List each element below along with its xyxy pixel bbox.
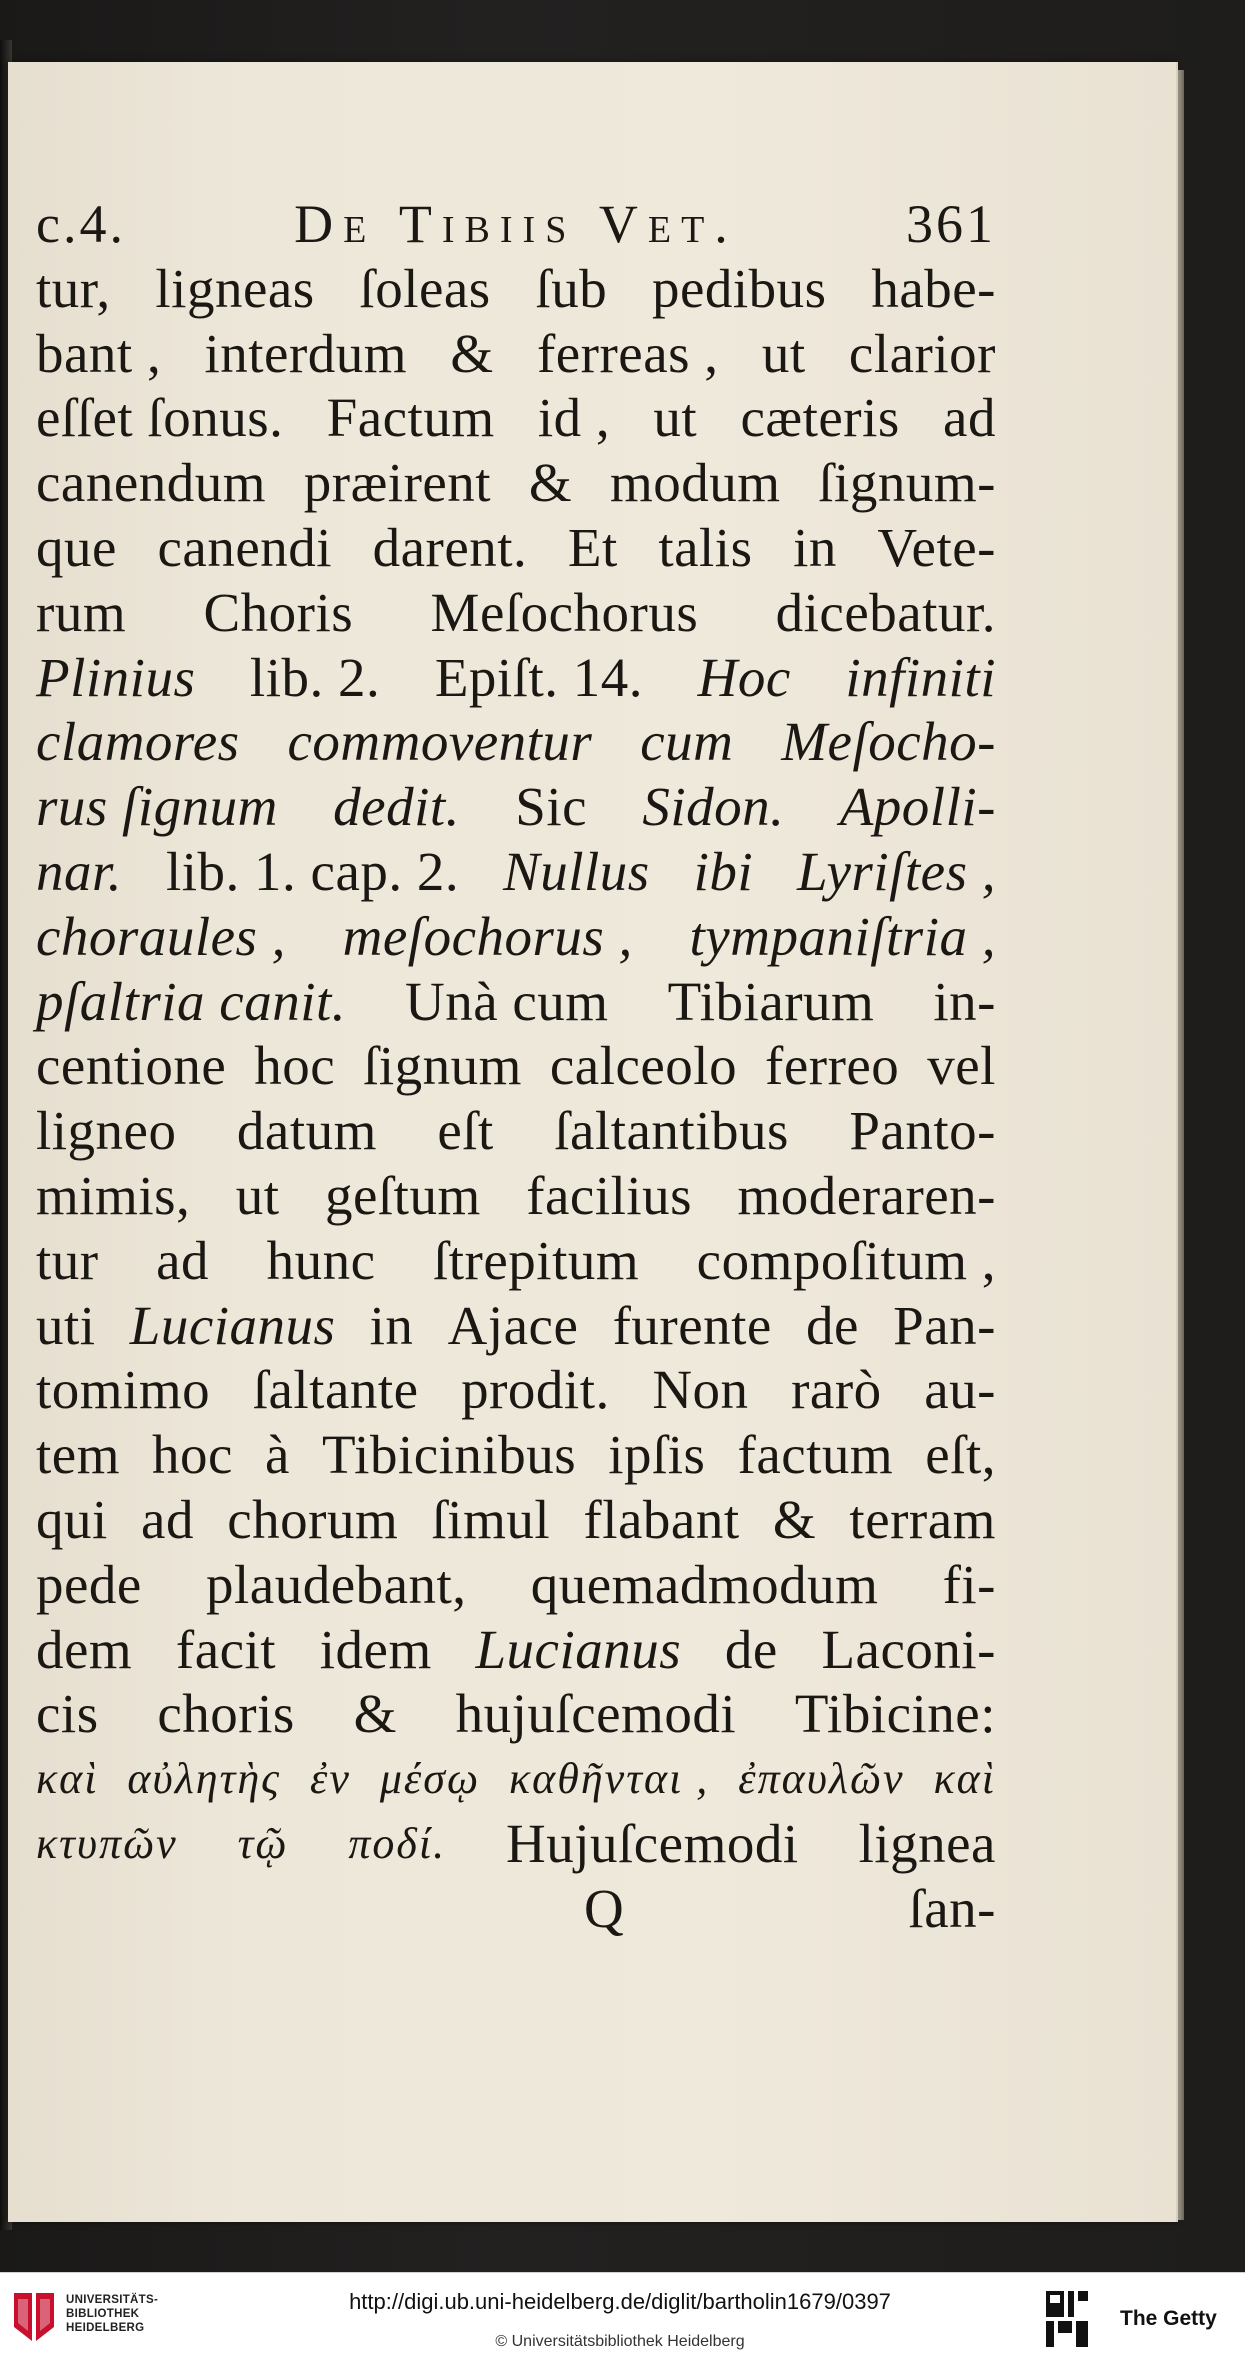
word: præirent <box>303 452 492 514</box>
word: hoc <box>152 1424 233 1486</box>
word: tympaniſtria , <box>689 905 996 967</box>
catchword-line <box>36 1877 996 1942</box>
getty-partner-name: The Getty <box>1120 2307 1217 2330</box>
word: modum <box>609 452 781 514</box>
word: Meſocho- <box>781 711 996 773</box>
word: au- <box>924 1359 996 1421</box>
word: tur, <box>36 257 111 319</box>
catchword: ſan- <box>908 1877 996 1939</box>
word: μέσῳ <box>379 1754 481 1804</box>
word: Ajace <box>447 1294 579 1356</box>
word: ἐπαυλῶν <box>738 1754 905 1804</box>
word: Non <box>652 1359 749 1421</box>
word: Panto- <box>849 1100 996 1162</box>
word: à <box>265 1424 290 1486</box>
word: ſtrepitum <box>433 1229 640 1291</box>
word: flabant <box>583 1488 740 1550</box>
word: mimis, <box>36 1164 191 1226</box>
copyright-notice: © Universitätsbibliothek Heidelberg <box>495 2333 745 2350</box>
word: canendum <box>36 452 267 514</box>
word: cis <box>36 1683 99 1745</box>
word: pede <box>36 1553 142 1615</box>
word: choris <box>157 1683 295 1745</box>
text-line <box>36 581 996 646</box>
word: uti <box>36 1294 96 1356</box>
text-line <box>36 710 996 775</box>
word: ut <box>653 387 698 449</box>
word: tomimo <box>36 1359 211 1421</box>
text-line <box>36 840 996 905</box>
word: terram <box>849 1488 996 1550</box>
text-line <box>36 1294 996 1359</box>
word: Epiſt. 14. <box>434 646 644 708</box>
word: ſignum <box>363 1035 522 1097</box>
permalink-url[interactable]: http://digi.ub.uni-heidelberg.de/diglit/bartholin1679/0397 <box>349 2289 891 2314</box>
word: Tibicinibus <box>322 1424 577 1486</box>
body-lines <box>36 257 996 1877</box>
word: ad <box>943 387 996 449</box>
word: id , <box>537 387 611 449</box>
text-line <box>36 322 996 387</box>
word: habe- <box>871 257 996 319</box>
word: καὶ <box>933 1754 996 1804</box>
word: καθῆνται , <box>509 1754 710 1804</box>
word: Meſochorus <box>430 581 699 643</box>
text-line <box>36 257 996 322</box>
word: lignea <box>858 1812 996 1874</box>
word: Et <box>567 516 618 578</box>
word: ſimul <box>431 1488 551 1550</box>
word: de <box>724 1618 778 1680</box>
word: vel <box>927 1035 996 1097</box>
word: Factum <box>326 387 495 449</box>
word: Choris <box>203 581 354 643</box>
word: ut <box>235 1164 280 1226</box>
word: datum <box>236 1100 377 1162</box>
word: idem <box>319 1618 432 1680</box>
word: hunc <box>266 1229 376 1291</box>
word: clamores <box>36 711 240 773</box>
word: ſaltante <box>252 1359 419 1421</box>
word: centione <box>36 1035 227 1097</box>
text-line <box>36 1618 996 1683</box>
word: calceolo <box>549 1035 738 1097</box>
library-name-line3: HEIDELBERG <box>66 2322 145 2334</box>
word: chorum <box>227 1488 399 1550</box>
word: ligneo <box>36 1100 177 1162</box>
word: Sic <box>515 776 588 838</box>
text-line <box>36 970 996 1035</box>
word: ibi <box>693 840 754 902</box>
word: facilius <box>526 1164 693 1226</box>
word: Nullus <box>503 840 650 902</box>
word: ferreas , <box>536 322 719 384</box>
university-library-logo-icon <box>10 2287 58 2347</box>
word: ut <box>761 322 806 384</box>
word: Lucianus <box>475 1618 682 1680</box>
chapter-label: c.4. <box>36 194 126 254</box>
word: lib. 1. cap. 2. <box>165 840 460 902</box>
word: de <box>806 1294 859 1356</box>
word: ſub <box>535 257 608 319</box>
word: pedibus <box>651 257 827 319</box>
word: plaudebant, <box>206 1553 467 1615</box>
word: Plinius <box>36 646 196 708</box>
word: ad <box>156 1229 210 1291</box>
word: Tibicine: <box>794 1683 996 1745</box>
word: eſt, <box>925 1424 996 1486</box>
word: & <box>528 452 573 514</box>
word: καὶ <box>36 1754 99 1804</box>
word: Lyriſtes , <box>797 840 996 902</box>
word: nar. <box>36 840 123 902</box>
text-line <box>36 516 996 581</box>
text-line <box>36 1488 996 1553</box>
word: qui <box>36 1488 108 1550</box>
word: ſoleas <box>359 257 491 319</box>
text-line <box>36 1812 996 1877</box>
running-header <box>36 192 996 257</box>
word: Apolli- <box>839 776 996 838</box>
word: dem <box>36 1618 133 1680</box>
text-line <box>36 1747 996 1812</box>
word: rarò <box>791 1359 882 1421</box>
word: eſſet ſonus. <box>36 387 284 449</box>
text-line <box>36 1034 996 1099</box>
word: fi- <box>942 1553 996 1615</box>
word: Sidon. <box>642 776 785 838</box>
word: cum <box>640 711 734 773</box>
library-name-line1: UNIVERSITÄTS- <box>66 2294 159 2306</box>
word: Hujuſcemodi <box>505 1812 799 1874</box>
word: tur <box>36 1229 99 1291</box>
signature-mark: Q <box>584 1877 625 1939</box>
word: ad <box>141 1488 194 1550</box>
word: & <box>772 1488 817 1550</box>
word: dedit. <box>333 776 460 838</box>
text-line <box>36 1553 996 1618</box>
word: ſaltantibus <box>554 1100 789 1162</box>
word: ferreo <box>765 1035 900 1097</box>
word: moderaren- <box>737 1164 996 1226</box>
word: que <box>36 516 117 578</box>
book-page <box>8 62 1176 2222</box>
word: quemadmodum <box>530 1553 879 1615</box>
word: Vete- <box>877 516 996 578</box>
word: Laconi- <box>821 1618 996 1680</box>
word: facit <box>175 1618 277 1680</box>
word: clarior <box>848 322 996 384</box>
word: commoventur <box>287 711 593 773</box>
page-edge-shadow <box>1176 70 1184 2220</box>
word: ligneas <box>155 257 315 319</box>
word: rus ſignum <box>36 776 278 838</box>
library-name-line2: BIBLIOTHEK <box>66 2308 140 2320</box>
word: in- <box>933 970 996 1032</box>
word: bant , <box>36 322 162 384</box>
word: αὐλητὴς <box>127 1754 282 1804</box>
text-line <box>36 1423 996 1488</box>
viewer-footer <box>0 2272 1245 2363</box>
text-line <box>36 1099 996 1164</box>
word: pſaltria canit. <box>36 970 346 1032</box>
word: canendi <box>157 516 333 578</box>
word: & <box>450 322 494 384</box>
word: dicebatur. <box>775 581 996 643</box>
word: in <box>369 1294 414 1356</box>
word: geſtum <box>324 1164 481 1226</box>
text-line <box>36 386 996 451</box>
getty-logo-icon <box>1044 2289 1090 2349</box>
word: Unà cum <box>405 970 609 1032</box>
page-text-block <box>36 192 996 1942</box>
word: ποδί. <box>348 1818 447 1868</box>
text-line <box>36 1682 996 1747</box>
word: Lucianus <box>129 1294 336 1356</box>
university-library-name <box>66 2293 158 2335</box>
word: Tibiarum <box>667 970 875 1032</box>
page-number: 361 <box>905 194 996 254</box>
word: furente <box>612 1294 772 1356</box>
word: Pan- <box>893 1294 996 1356</box>
word: meſochorus , <box>342 905 633 967</box>
word: infiniti <box>845 646 996 708</box>
word: prodit. <box>461 1359 610 1421</box>
word: compoſitum , <box>696 1229 996 1291</box>
text-line <box>36 646 996 711</box>
word: factum <box>737 1424 894 1486</box>
word: interdum <box>204 322 408 384</box>
word: in <box>793 516 837 578</box>
word: choraules , <box>36 905 286 967</box>
word: κτυπῶν <box>36 1818 178 1868</box>
text-line <box>36 1229 996 1294</box>
word: hoc <box>254 1035 336 1097</box>
word: tem <box>36 1424 120 1486</box>
text-line <box>36 775 996 840</box>
word: cæteris <box>740 387 900 449</box>
running-title: De Tibiis Vet. <box>294 194 738 254</box>
word: Hoc <box>697 646 791 708</box>
word: τῷ <box>237 1818 289 1868</box>
word: lib. 2. <box>249 646 381 708</box>
word: talis <box>658 516 753 578</box>
word: hujuſcemodi <box>455 1683 737 1745</box>
word: darent. <box>372 516 528 578</box>
text-line <box>36 1164 996 1229</box>
text-line <box>36 1358 996 1423</box>
word: eſt <box>437 1100 494 1162</box>
text-line <box>36 451 996 516</box>
word: ipſis <box>608 1424 706 1486</box>
word: ἐν <box>310 1754 351 1804</box>
word: ſignum- <box>818 452 996 514</box>
word: & <box>353 1683 397 1745</box>
word: rum <box>36 581 127 643</box>
text-line <box>36 905 996 970</box>
